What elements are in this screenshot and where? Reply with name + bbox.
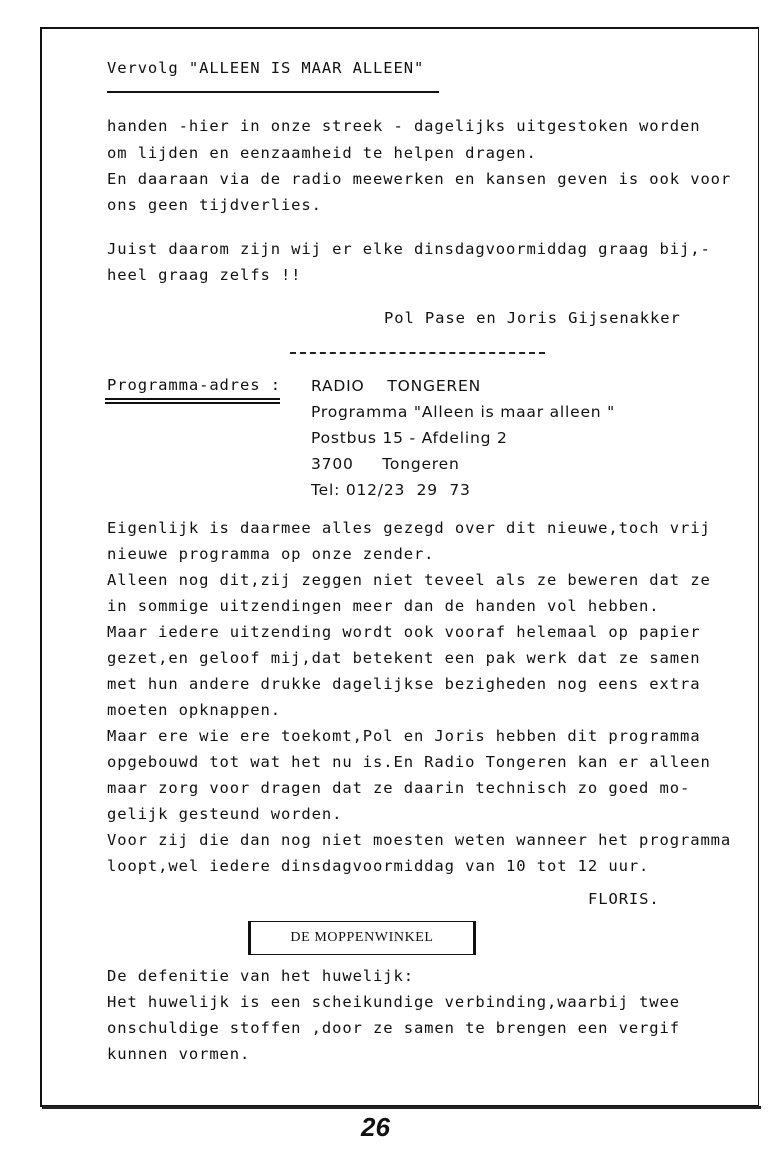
paragraph-line: handen -hier in onze streek - dagelijks uitgestoken worden: [107, 117, 701, 135]
signature-authors: Pol Pase en Joris Gijsenakker: [384, 309, 681, 327]
paragraph-line: nieuwe programma op onze zender.: [107, 545, 435, 563]
signature-floris: FLORIS.: [588, 890, 660, 908]
page-title: Vervolg "ALLEEN IS MAAR ALLEEN": [107, 59, 425, 77]
paragraph-line: ons geen tijdverlies.: [107, 196, 322, 214]
paragraph-line: Het huwelijk is een scheikundige verbinding,waarbij twee: [107, 993, 680, 1011]
moppenwinkel-box: [248, 921, 476, 955]
paragraph-line: Juist daarom zijn wij er elke dinsdagvoormiddag graag bij,-: [107, 240, 711, 258]
paragraph-line: De defenitie van het huwelijk:: [107, 967, 414, 985]
paragraph-line: met hun andere drukke dagelijkse bezigheden nog eens extra: [107, 675, 701, 693]
paragraph-line: in sommige uitzendingen meer dan de handen vol hebben.: [107, 597, 660, 615]
address-line: Tel: 012/23 29 73: [311, 481, 471, 499]
address-line: Programma "Alleen is maar alleen ": [311, 403, 616, 421]
title-underline: [107, 91, 439, 93]
moppenwinkel-heading: DE MOPPENWINKEL: [290, 930, 434, 945]
paragraph-line: onschuldige stoffen ,door ze samen te brengen een vergif: [107, 1019, 680, 1037]
section-divider: [290, 352, 545, 354]
paragraph-line: maar zorg voor dragen dat ze daarin technisch zo goed mo-: [107, 779, 691, 797]
paragraph-line: En daaraan via de radio meewerken en kansen geven is ook voor: [107, 170, 732, 188]
paragraph-line: gelijk gesteund worden.: [107, 805, 343, 823]
address-label-underline: [105, 398, 280, 400]
address-line: 3700 Tongeren: [311, 455, 460, 473]
address-line: Postbus 15 - Afdeling 2: [311, 429, 508, 447]
address-line: RADIO TONGEREN: [311, 377, 481, 395]
frame-shadow: [42, 1106, 761, 1109]
paragraph-line: gezet,en geloof mij,dat betekent een pak werk dat ze samen: [107, 649, 701, 667]
paragraph-line: Voor zij die dan nog niet moesten weten wanneer het programma: [107, 831, 732, 849]
paragraph-line: Maar iedere uitzending wordt ook vooraf helemaal op papier: [107, 623, 701, 641]
paragraph-line: moeten opknappen.: [107, 701, 281, 719]
paragraph-line: loopt,wel iedere dinsdagvoormiddag van 10 tot 12 uur.: [107, 857, 650, 875]
address-label: Programma-adres :: [107, 376, 281, 394]
paragraph-line: kunnen vormen.: [107, 1045, 251, 1063]
address-label-underline: [105, 402, 280, 404]
paragraph-line: Eigenlijk is daarmee alles gezegd over dit nieuwe,toch vrij: [107, 519, 711, 537]
paragraph-line: om lijden en eenzaamheid te helpen dragen.: [107, 144, 537, 162]
page-number: 26: [361, 1112, 390, 1142]
paragraph-line: Maar ere wie ere toekomt,Pol en Joris hebben dit programma: [107, 727, 701, 745]
paragraph-line: opgebouwd tot wat het nu is.En Radio Tongeren kan er alleen: [107, 753, 711, 771]
paragraph-line: Alleen nog dit,zij zeggen niet teveel als ze beweren dat ze: [107, 571, 711, 589]
paragraph-line: heel graag zelfs !!: [107, 266, 302, 284]
